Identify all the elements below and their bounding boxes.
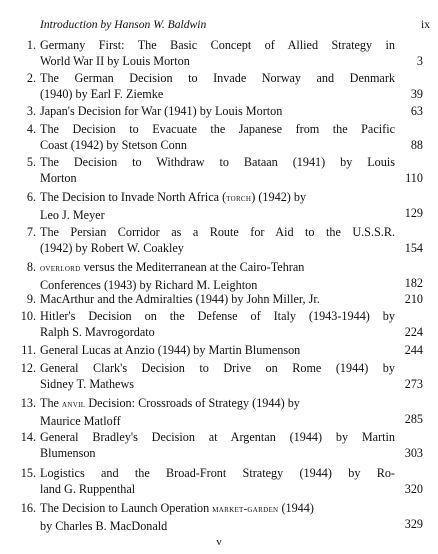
entry-title-line: Germany First: The Basic Concept of Allied Strategy in <box>40 38 395 52</box>
entry-number: 8. <box>26 260 36 274</box>
entry-page: 320 <box>404 482 423 496</box>
entry-number: 14. <box>20 430 36 444</box>
entry-page: 285 <box>404 412 423 426</box>
entry-page: 244 <box>404 343 423 357</box>
entry-title-line: Japan's Decision for War (1941) by Louis Morton <box>40 104 283 118</box>
entry-title <box>40 395 395 429</box>
introduction-label: Introduction by Hanson W. Baldwin <box>40 18 207 31</box>
entry-title-line: Sidney T. Mathews <box>40 377 134 391</box>
operation-name: market-garden <box>212 504 279 515</box>
entry-title <box>40 259 395 293</box>
entry-number: 9. <box>26 292 36 306</box>
entry-title-line: The Decision to Launch Operation market-garden (1944) <box>40 501 314 515</box>
entry-title-line: Maurice Matloff <box>40 414 121 428</box>
entry-title-line: Coast (1942) by Stetson Conn <box>40 138 187 152</box>
entry-page: 129 <box>404 206 423 220</box>
toc-introduction <box>40 17 430 33</box>
entry-title <box>40 500 395 534</box>
entry-title <box>40 154 395 186</box>
entry-title-line: The Persian Corridor as a Route for Aid to the U.S.S.R. <box>40 225 395 239</box>
page-folio: v <box>216 536 222 548</box>
entry-title-line: General Bradley's Decision at Argentan (1944) by Martin <box>40 430 395 444</box>
entry-title-line: Logistics and the Broad-Front Strategy (1944) by Ro- <box>40 466 395 480</box>
entry-page: 88 <box>410 138 423 152</box>
entry-page: 210 <box>404 292 423 306</box>
entry-title-line: (1940) by Earl F. Ziemke <box>40 87 164 101</box>
entry-title <box>40 121 395 153</box>
entry-number: 16. <box>20 501 36 515</box>
entry-title-line: land G. Ruppenthal <box>40 482 136 496</box>
entry-number: 13. <box>20 396 36 410</box>
entry-title <box>40 37 395 69</box>
entry-number: 3. <box>26 104 36 118</box>
operation-name: overlord <box>40 263 81 274</box>
entry-title-line: The Decision to Invade North Africa (torch) (1942) by <box>40 190 307 204</box>
entry-title-line: Hitler's Decision on the Defense of Italy (1943-1944) by <box>40 309 395 323</box>
entry-title-line: Blumenson <box>40 446 96 460</box>
entry-title <box>40 103 395 119</box>
entry-number: 12. <box>20 361 36 375</box>
entry-number: 1. <box>26 38 36 52</box>
entry-number: 15. <box>20 466 36 480</box>
entry-page: 182 <box>404 276 423 290</box>
entry-title-line: Leo J. Meyer <box>40 208 105 222</box>
entry-title-line: World War II by Louis Morton <box>40 54 190 68</box>
entry-number: 11. <box>21 343 36 357</box>
operation-name: torch <box>226 193 252 204</box>
entry-title-line: by Charles B. MacDonald <box>40 519 168 533</box>
operation-name: anvil <box>62 399 86 410</box>
entry-title <box>40 189 395 223</box>
entry-title-line: Morton <box>40 171 77 185</box>
introduction-page: ix <box>420 18 430 31</box>
entry-number: 7. <box>26 225 36 239</box>
entry-title <box>40 342 395 358</box>
entry-title-line: The anvil Decision: Crossroads of Strategy (1944) by <box>40 396 300 410</box>
entry-title <box>40 224 395 256</box>
entry-title <box>40 360 395 392</box>
entry-number: 6. <box>26 190 36 204</box>
entry-page: 63 <box>410 104 423 118</box>
entry-title <box>40 291 395 307</box>
entry-number: 4. <box>26 122 36 136</box>
entry-title-line: The Decision to Withdraw to Bataan (1941) by Louis <box>40 155 395 169</box>
entry-title-line: The German Decision to Invade Norway and Denmark <box>40 71 395 85</box>
entry-title-line: (1942) by Robert W. Coakley <box>40 241 184 255</box>
entry-page: 303 <box>404 446 423 460</box>
entry-page: 154 <box>404 241 423 255</box>
entry-title <box>40 308 395 340</box>
entry-title-line: General Lucas at Anzio (1944) by Martin Blumenson <box>40 343 301 357</box>
entry-title <box>40 465 395 497</box>
entry-page: 3 <box>416 54 423 68</box>
entry-number: 2. <box>26 71 36 85</box>
entry-title-line: Ralph S. Mavrogordato <box>40 325 155 339</box>
entry-page: 273 <box>404 377 423 391</box>
entry-title-line: The Decision to Evacuate the Japanese from the Pacific <box>40 122 395 136</box>
entry-page: 224 <box>404 325 423 339</box>
entry-title-line: overlord versus the Mediterranean at the Cairo-Tehran <box>40 260 305 274</box>
entry-number: 5. <box>26 155 36 169</box>
entry-title-line: Conferences (1943) by Richard M. Leighton <box>40 278 258 292</box>
entry-title-line: General Clark's Decision to Drive on Rome (1944) by <box>40 361 395 375</box>
entry-number: 10. <box>20 309 36 323</box>
entry-page: 329 <box>404 517 423 531</box>
entry-page: 39 <box>410 87 423 101</box>
entry-title <box>40 70 395 102</box>
entry-page: 110 <box>405 171 423 185</box>
entry-title <box>40 429 395 461</box>
entry-title-line: MacArthur and the Admiralties (1944) by John Miller, Jr. <box>40 292 320 306</box>
